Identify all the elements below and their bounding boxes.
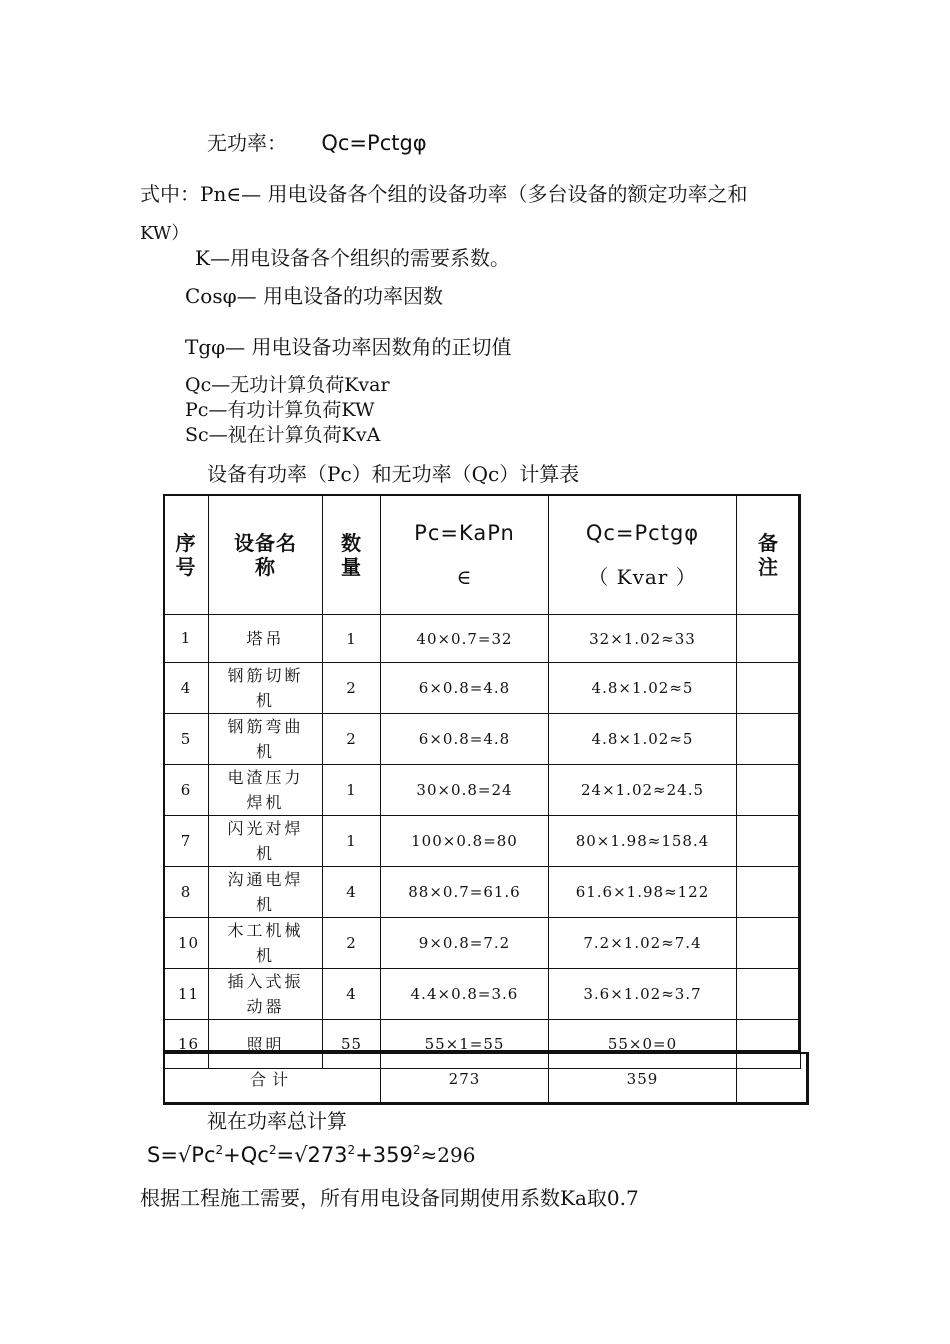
row-qty: 1 <box>323 615 381 663</box>
row-seq: 16 <box>164 1020 209 1069</box>
table-row <box>164 765 801 816</box>
definition-line-sc: Sc—视在计算负荷KvA <box>185 424 381 446</box>
row-pc: 30×0.8=24 <box>381 765 549 816</box>
row-name: 照明 <box>209 1020 323 1069</box>
row-qc: 80×1.98≈158.4 <box>549 816 737 867</box>
definition-line-cos: Cosφ— 用电设备的功率因数 <box>185 284 443 308</box>
table-title: 设备有功率（Pc）和无功率（Qc）计算表 <box>207 462 580 486</box>
row-qty: 4 <box>323 867 381 918</box>
conclusion-text: 根据工程施工需要，所有用电设备同期使用系数Ka取0.7 <box>140 1186 639 1210</box>
row-seq: 6 <box>164 765 209 816</box>
definition-line-pn-cont: KW） <box>140 223 190 244</box>
row-qc: 24×1.02≈24.5 <box>549 765 737 816</box>
row-note <box>737 714 801 765</box>
row-qty: 55 <box>323 1020 381 1069</box>
table-row <box>164 969 801 1020</box>
row-seq: 1 <box>164 615 209 663</box>
table-row <box>164 918 801 969</box>
table-header-row <box>164 495 801 615</box>
definition-line-tg: Tgφ— 用电设备功率因数角的正切值 <box>185 335 512 359</box>
row-note <box>737 918 801 969</box>
row-note <box>737 969 801 1020</box>
header-note: 备注 <box>737 495 801 615</box>
row-seq: 5 <box>164 714 209 765</box>
row-pc: 40×0.7=32 <box>381 615 549 663</box>
row-pc: 100×0.8=80 <box>381 816 549 867</box>
row-pc: 4.4×0.8=3.6 <box>381 969 549 1020</box>
apparent-power-title: 视在功率总计算 <box>207 1109 347 1133</box>
table-row <box>164 867 801 918</box>
row-qc: 61.6×1.98≈122 <box>549 867 737 918</box>
header-qty: 数量 <box>323 495 381 615</box>
row-name: 木工机械机 <box>209 918 323 969</box>
row-qty: 4 <box>323 969 381 1020</box>
row-name: 沟通电焊机 <box>209 867 323 918</box>
row-note <box>737 663 801 714</box>
row-pc: 6×0.8=4.8 <box>381 714 549 765</box>
row-seq: 4 <box>164 663 209 714</box>
table-row <box>164 615 801 663</box>
apparent-power-formula: $S=√Pc^2+Qc^2=√273^2+359^2\approx 296$ <box>147 1143 476 1167</box>
row-name: 钢筋切断机 <box>209 663 323 714</box>
total-qc: 359 <box>549 1053 737 1105</box>
row-name: 闪光对焊机 <box>209 816 323 867</box>
row-qc: 3.6×1.02≈3.7 <box>549 969 737 1020</box>
row-qc: 4.8×1.02≈5 <box>549 663 737 714</box>
definition-line-pn: 式中：Pn∈— 用电设备各个组的设备功率（多台设备的额定功率之和 <box>140 182 748 206</box>
row-qc: 7.2×1.02≈7.4 <box>549 918 737 969</box>
row-name: 电渣压力焊机 <box>209 765 323 816</box>
calculation-table-wrapper <box>163 494 808 1089</box>
row-qty: 1 <box>323 765 381 816</box>
table-row <box>164 663 801 714</box>
header-name: 设备名称 <box>209 495 323 615</box>
row-note <box>737 615 801 663</box>
total-label: 合计 <box>164 1053 381 1105</box>
table-row <box>164 714 801 765</box>
row-pc: 6×0.8=4.8 <box>381 663 549 714</box>
row-pc: 55×1=55 <box>381 1020 549 1069</box>
row-name: 插入式振动器 <box>209 969 323 1020</box>
row-qc: 55×0=0 <box>549 1020 737 1069</box>
header-pc: Pc=KaPn ∈ <box>381 495 549 615</box>
row-note <box>737 765 801 816</box>
row-qc: 32×1.02≈33 <box>549 615 737 663</box>
definition-line-pc: Pc—有功计算负荷KW <box>185 399 375 421</box>
table-row <box>164 816 801 867</box>
total-row <box>164 1053 809 1105</box>
row-seq: 7 <box>164 816 209 867</box>
row-qty: 2 <box>323 918 381 969</box>
definition-line-qc: Qc—无功计算负荷Kvar <box>185 374 390 396</box>
total-note <box>737 1053 809 1105</box>
row-name: 钢筋弯曲机 <box>209 714 323 765</box>
header-qc: Qc=Pctgφ （ Kvar ） <box>549 495 737 615</box>
row-seq: 11 <box>164 969 209 1020</box>
power-calculation-table <box>163 494 801 1069</box>
row-seq: 8 <box>164 867 209 918</box>
reactive-power-label: 无功率： Qc=Pctgφ <box>207 131 427 155</box>
row-qc: 4.8×1.02≈5 <box>549 714 737 765</box>
row-qty: 2 <box>323 714 381 765</box>
total-table <box>163 1052 809 1105</box>
row-qty: 1 <box>323 816 381 867</box>
row-name: 塔吊 <box>209 615 323 663</box>
row-qty: 2 <box>323 663 381 714</box>
row-note <box>737 867 801 918</box>
definition-line-k: K—用电设备各个组织的需要系数。 <box>195 246 510 270</box>
header-seq: 序号 <box>164 495 209 615</box>
row-pc: 9×0.8=7.2 <box>381 918 549 969</box>
row-pc: 88×0.7=61.6 <box>381 867 549 918</box>
reactive-power-formula: Qc=Pctgφ <box>321 131 427 155</box>
total-pc: 273 <box>381 1053 549 1105</box>
row-seq: 10 <box>164 918 209 969</box>
row-note <box>737 816 801 867</box>
